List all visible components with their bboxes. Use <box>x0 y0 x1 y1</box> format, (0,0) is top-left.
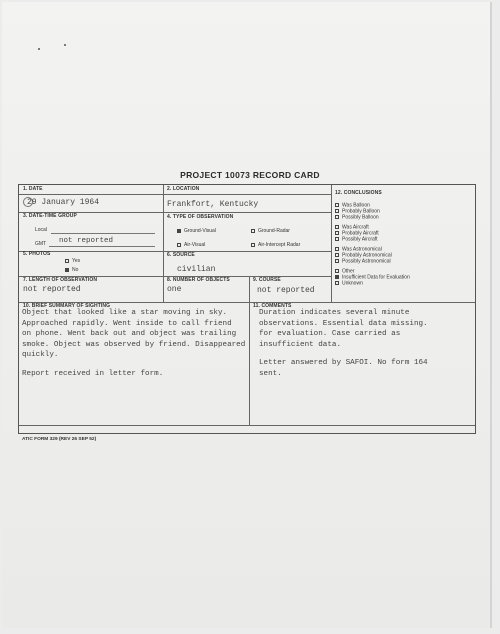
conclusion-item: Was Balloon <box>335 203 410 209</box>
num-objects-value: one <box>167 285 182 294</box>
location-label: 2. LOCATION <box>167 186 200 192</box>
summary-text: Object that looked like a star moving in sky. Approached rapidly. Went inside to call friend on phone. Went back out and object was trailing smoke. Object was observed by friend. Disappeared quickly. Report received in letter form. <box>22 308 248 387</box>
checkbox <box>335 225 339 229</box>
record-card <box>18 184 476 434</box>
checkbox <box>335 269 339 273</box>
divider <box>249 276 250 302</box>
conclusion-item: Was Astronomical <box>335 247 410 253</box>
checkbox <box>335 215 339 219</box>
summary-note: Report received in letter form. <box>22 369 164 378</box>
conclusion-item: Probably Balloon <box>335 209 410 215</box>
checkbox <box>251 229 255 233</box>
checkbox <box>335 237 339 241</box>
dtg-gmt-line <box>49 246 155 247</box>
conclusion-item: Possibly Astronomical <box>335 259 410 265</box>
checkbox-checked <box>335 275 339 279</box>
checkbox <box>177 243 181 247</box>
paper-speck <box>38 48 40 50</box>
obs-ground-radar: Ground-Radar <box>251 228 290 234</box>
obs-ground-visual: Ground-Visual <box>177 228 216 234</box>
dtg-gmt-value: not reported <box>59 237 114 245</box>
conclusion-item-selected: Insufficient Data for Evaluation <box>335 275 410 281</box>
photos-label: 5. PHOTOS <box>23 251 51 257</box>
source-label: 6. SOURCE <box>167 252 195 258</box>
photos-no: No <box>65 267 78 273</box>
date-label: 1. DATE <box>23 186 43 192</box>
comments-label: 11. COMMENTS <box>253 303 292 309</box>
checkbox-checked <box>65 268 69 272</box>
rule <box>19 425 475 426</box>
checkbox <box>335 281 339 285</box>
dtg-label: 3. DATE-TIME GROUP <box>23 213 77 219</box>
divider <box>249 302 250 425</box>
conclusion-item: Unknown <box>335 281 410 287</box>
photos-yes: Yes <box>65 258 80 264</box>
dtg-gmt-label: GMT <box>35 241 47 247</box>
comments-text: Duration indicates several minute observations. Essential data missing. for evaluation. Case carried as insufficient data. Letter answered by SAFOI. No form 164 sent. <box>259 309 428 378</box>
form-number: ATIC FORM 329 (REV 26 SEP 52) <box>22 437 97 442</box>
conclusion-item: Probably Aircraft <box>335 231 410 237</box>
checkbox <box>335 203 339 207</box>
course-value: not reported <box>257 286 315 295</box>
checkbox <box>251 243 255 247</box>
checkbox <box>335 231 339 235</box>
source-value: civilian <box>177 265 216 274</box>
checkbox <box>65 259 69 263</box>
date-value: 29 January 1964 <box>27 198 100 207</box>
checkbox <box>335 247 339 251</box>
type-observation-label: 4. TYPE OF OBSERVATION <box>167 214 234 220</box>
conclusion-item: Probably Astronomical <box>335 253 410 259</box>
conclusion-item: Was Aircraft <box>335 225 410 231</box>
location-value: Frankfort, Kentucky <box>167 200 259 209</box>
course-label: 9. COURSE <box>253 277 281 283</box>
rule <box>19 194 331 195</box>
conclusion-item: Other <box>335 269 410 275</box>
length-label: 7. LENGTH OF OBSERVATION <box>23 277 98 283</box>
checkbox-checked <box>177 229 181 233</box>
checkbox <box>335 209 339 213</box>
conclusions-list <box>335 203 410 287</box>
divider <box>331 185 332 302</box>
conclusion-item: Possibly Aircraft <box>335 237 410 243</box>
checkbox <box>335 253 339 257</box>
length-value: not reported <box>23 285 81 294</box>
num-objects-label: 8. NUMBER OF OBJECTS <box>167 277 230 283</box>
obs-air-visual: Air-Visual <box>177 242 205 248</box>
paper-speck <box>64 44 66 46</box>
dtg-local-label: Local <box>35 227 47 233</box>
divider <box>163 185 164 302</box>
obs-air-intercept-radar: Air-Intercept Radar <box>251 242 300 248</box>
conclusions-label: 12. CONCLUSIONS <box>335 190 382 196</box>
dtg-local-line <box>51 233 155 234</box>
conclusion-item: Possibly Balloon <box>335 215 410 221</box>
summary-label: 10. BRIEF SUMMARY OF SIGHTING <box>23 303 111 309</box>
page-title: PROJECT 10073 RECORD CARD <box>180 170 320 180</box>
checkbox <box>335 259 339 263</box>
